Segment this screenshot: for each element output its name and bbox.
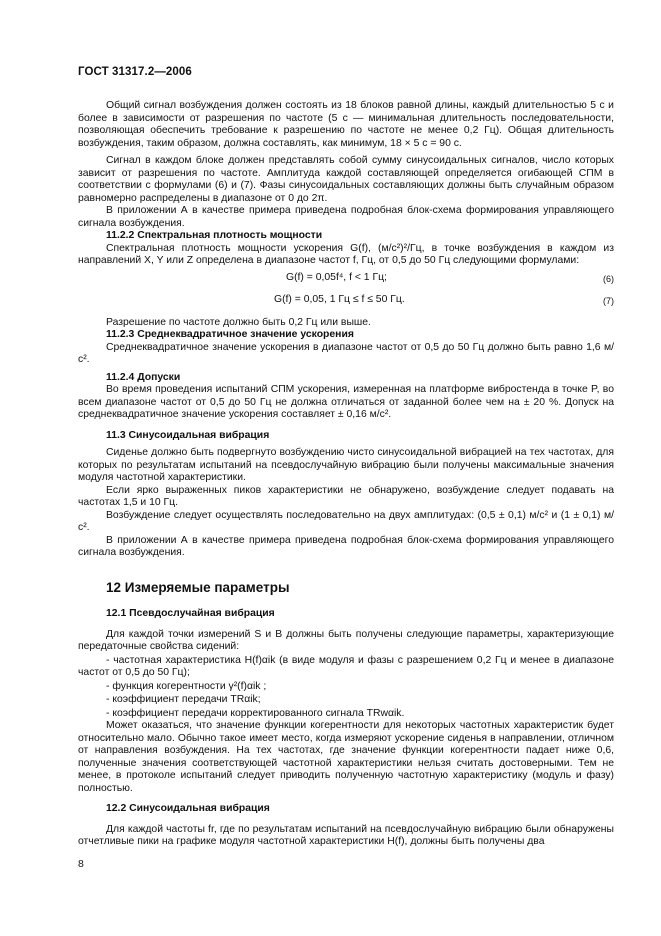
page-body [78, 92, 614, 849]
formula-7 [78, 290, 614, 312]
paragraph: В приложении А в качестве примера приведена подробная блок-схема формирования управляющего сигнала возбуждения. [78, 534, 614, 558]
heading-11-3: 11.3 Синусоидальная вибрация [106, 429, 270, 441]
paragraph: Для каждой точки измерений S и B должны быть получены следующие параметры, характеризующие передаточные свойства сидений: [78, 628, 614, 652]
paragraph: Сиденье должно быть подвергнуто возбуждению чисто синусоидальной вибрацией на тех частотах, для которых по результатам испытаний на псевдослучайную вибрацию были получены максимальные значения модуля частотной характеристики. [78, 447, 614, 483]
list-item: - частотная характеристика H(f)αik (в виде модуля и фазы с разрешением 0,2 Гц и менее в диапазоне частот от 0,5 до 50 Гц); [78, 654, 614, 678]
formula-text: G(f) = 0,05, 1 Гц ≤ f ≤ 50 Гц. [274, 293, 405, 305]
list-item: - коэффициент передачи TRαik; [106, 694, 261, 705]
paragraph: Может оказаться, что значение функции когерентности для некоторых частотных характеристик будет относительно мало. Обычно такое имеет место, когда измеряют ускорение сиденья в направлении, отличном от направления возбуждения. На тех частотах, где значение функции когерентности падает ниже 0,6, полученные значения соответствующей частотной характеристики нельзя считать достоверными. Тем не менее, в протоколе испытаний следует приводить полученную частотную характеристику (модуль и фазу) полностью. [78, 720, 614, 794]
paragraph: Общий сигнал возбуждения должен состоять из 18 блоков равной длины, каждый длительностью 5 с и более в зависимости от разрешения по частоте (5 с — минимальная длительность последовательности, позволяющая обеспечить требование к разрешению по частоте не менее 0,2 Гц). Общая длительность возбуждения, таким образом, должна составлять, как минимум, 18 × 5 с = 90 с. [78, 100, 614, 149]
formula-number: (6) [603, 273, 614, 284]
page-header: ГОСТ 31317.2—2006 [78, 66, 192, 78]
paragraph: Возбуждение следует осуществлять последовательно на двух амплитудах: (0,5 ± 0,1) м/с² и (1 ± 0,1) м/с². [78, 509, 614, 533]
paragraph: В приложении А в качестве примера приведена подробная блок-схема формирования управляющего сигнала возбуждения. [78, 205, 614, 229]
heading-12-1: 12.1 Псевдослучайная вибрация [106, 608, 275, 619]
page-number: 8 [78, 858, 84, 870]
paragraph: Для каждой частоты fr, где по результатам испытаний на псевдослучайную вибрацию были обнаружены отчетливые пики на графике модуля частотной характеристики H(f), должны быть получены два [78, 823, 614, 847]
paragraph: Во время проведения испытаний СПМ ускорения, измеренная на платформе вибростенда в точке P, во всем диапазоне частот от 0,5 до 50 Гц не должна отличаться от заданной более чем на ± 20 %. Допуск на среднеквадратичное значение ускорения составляет ± 0,16 м/с². [78, 384, 614, 420]
paragraph: Разрешение по частоте должно быть 0,2 Гц или выше. [106, 316, 371, 328]
paragraph: Сигнал в каждом блоке должен представлять собой сумму синусоидальных сигналов, число которых зависит от разрешения по частоте. Амплитуда каждой составляющей определяется огибающей СПМ в соответствии с формулами (6) и (7). Фазы синусоидальных составляющих должны быть случайным образом равномерно распределены в диапазоне от 0 до 2π. [78, 155, 614, 204]
heading-11-2-4: 11.2.4 Допуски [106, 371, 181, 383]
section-heading-12: 12 Измеряемые параметры [106, 579, 290, 595]
paragraph: Среднеквадратичное значение ускорения в диапазоне частот от 0,5 до 50 Гц должно быть равно 1,6 м/с². [78, 341, 614, 365]
formula-6 [78, 268, 614, 290]
heading-12-2: 12.2 Синусоидальная вибрация [106, 803, 270, 814]
paragraph: Спектральная плотность мощности ускорения G(f), (м/с²)²/Гц, в точке возбуждения в каждом из направлений X, Y или Z определена в диапазоне частот f, Гц, от 0,5 до 50 Гц следующими формулами: [78, 242, 614, 266]
formula-text: G(f) = 0,05f⁴, f < 1 Гц; [286, 271, 387, 283]
list-item: - коэффициент передачи корректированного сигнала TRwαik. [106, 707, 405, 719]
list-item: - функция когерентности γ²(f)αik ; [106, 680, 267, 692]
heading-11-2-3: 11.2.3 Среднеквадратичное значение ускорения [106, 329, 354, 340]
formula-number: (7) [603, 295, 614, 306]
paragraph: Если ярко выраженных пиков характеристики не обнаружено, возбуждение следует подавать на частотах 1,5 и 10 Гц. [78, 484, 614, 508]
heading-11-2-2: 11.2.2 Спектральная плотность мощности [106, 230, 323, 241]
